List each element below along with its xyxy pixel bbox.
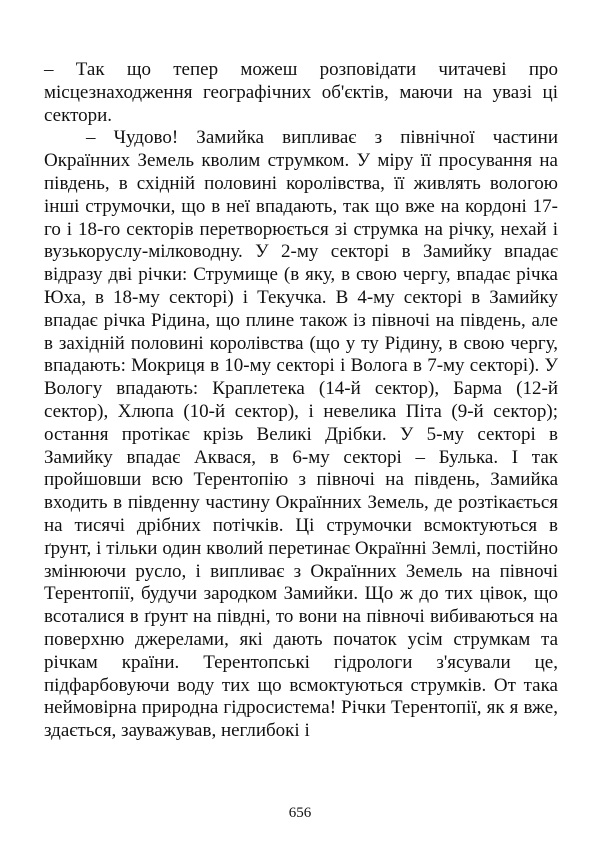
paragraph-1: – Так що тепер можеш розповідати читачеві про місцезнаходження географічних об'єктів, маючи на увазі ці сектори. (44, 59, 558, 126)
page-number: 656 (288, 805, 312, 821)
page-body (44, 59, 558, 743)
paragraph-2: – Чудово! Замийка випливає з північної частини Окраїнних Земель кволим струмком. У міру її просування на південь, в східній половині королівства, її живлять вологою інші струмочки, що в неї впадають, так що вже на кордоні 17-го і 18-го секторів перетворюється зі струмка на річку, нехай і вузькоруслу-мілководну. У 2-му секторі в Замийку впадає відразу дві річки: Струмище (в яку, в свою чергу, впадає річка Юха, в 18-му секторі) і Текучка. В 4-му секторі в Замийку впадає річка Рідина, що плине також із півночі на південь, але в західній половині королівства (що у ту Рідину, в свою чергу, впадають: Мокриця в 10-му секторі і Волога в 7-му секторі). У Вологу впадають: Краплетека (14-й сектор), Барма (12-й сектор), Хлюпа (10-й сектор), і невелика Піта (9-й сектор); остання протікає крізь Великі Дрібки. У 5-му секторі в Замийку впадає Аквася, в 6-му секторі – Булька. І так пройшовши всю Терентопію з півночі на південь, Замийка входить в південну частину Окраїнних Земель, де розтікається на тисячі дрібних потічків. Ці струмочки всмоктуються в ґрунт, і тільки один кволий перетинає Окраїнні Землі, постійно змінюючи русло, і випливає з Окраїнних Земель на півночі Терентопії, будучи зародком Замийки. Що ж до тих цівок, що всоталися в ґрунт на півдні, то вони на півночі вибиваються на поверхню джерелами, які дають початок усім струмкам та річкам країни. Терентопські гідрологи з'ясували це, підфарбовуючи воду тих що всмоктуються струмків. От така неймовірна природна гідросистема! Річки Терентопії, як я вже, здається, зауважував, неглибокі і (44, 127, 558, 742)
